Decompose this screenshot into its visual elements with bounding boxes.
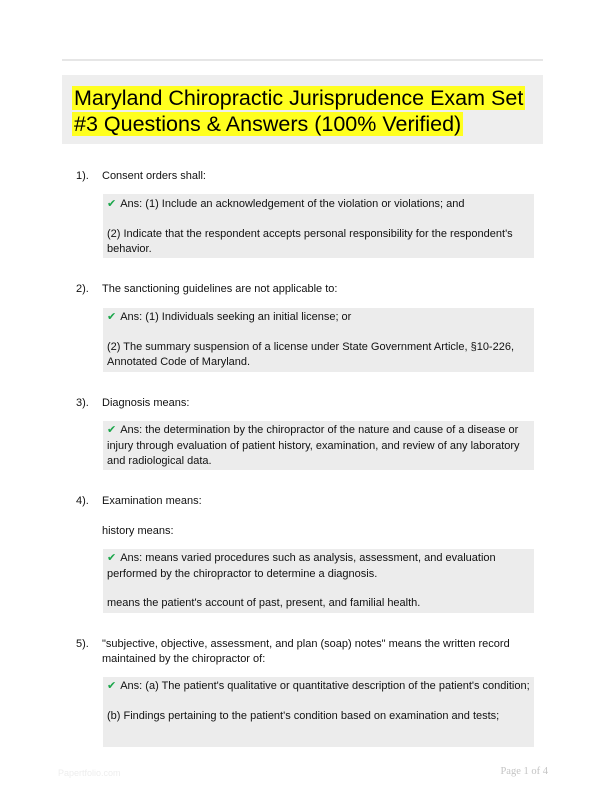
answer-box-2 bbox=[103, 308, 534, 372]
title-line-1: Maryland Chiropractic Jurisprudence Exam Set bbox=[74, 86, 524, 110]
answer-box-5 bbox=[103, 677, 534, 747]
answer-line: Ans: means varied procedures such as analysis, assessment, and evaluation performed by the chiropractor to determine a diagnosis. bbox=[107, 552, 496, 580]
check-icon: ✔ bbox=[107, 198, 117, 210]
answer-line: (b) Findings pertaining to the patient's condition based on examination and tests; bbox=[107, 709, 500, 722]
question-number: 3). bbox=[76, 397, 89, 409]
question-number: 2). bbox=[76, 283, 89, 295]
question-text: Examination means: bbox=[102, 495, 202, 507]
answer-line: means the patient's account of past, present, and familial health. bbox=[107, 597, 421, 609]
question-text: Diagnosis means: bbox=[102, 397, 190, 409]
check-icon: ✔ bbox=[107, 552, 117, 564]
check-icon: ✔ bbox=[107, 424, 117, 436]
answer-line: (2) Indicate that the respondent accepts personal responsibility for the respondent's behavior. bbox=[107, 227, 513, 255]
question-number: 4). bbox=[76, 495, 89, 507]
answer-box-1 bbox=[103, 194, 534, 258]
question-number: 5). bbox=[76, 638, 89, 650]
check-icon: ✔ bbox=[107, 680, 117, 692]
watermark: Papertfolio.com bbox=[58, 768, 121, 778]
answer-line: Ans: (1) Include an acknowledgement of the violation or violations; and bbox=[120, 198, 465, 210]
title-line-2: #3 Questions & Answers (100% Verified) bbox=[74, 112, 462, 136]
answer-line: Ans: (1) Individuals seeking an initial license; or bbox=[120, 311, 352, 323]
page-number: Page 1 of 4 bbox=[500, 766, 548, 777]
question-text: history means: bbox=[102, 525, 174, 537]
answer-line: Ans: the determination by the chiropractor of the nature and cause of a disease or injury through evaluation of patient history, examination, and review of any laboratory and radiological data. bbox=[107, 424, 520, 467]
answer-box-4 bbox=[103, 549, 534, 613]
page-title bbox=[72, 85, 525, 137]
title-box bbox=[62, 75, 543, 144]
question-number: 1). bbox=[76, 170, 89, 182]
question-text: The sanctioning guidelines are not applicable to: bbox=[102, 283, 338, 295]
answer-line: Ans: (a) The patient's qualitative or quantitative description of the patient's condition; bbox=[120, 680, 530, 692]
answer-line: (2) The summary suspension of a license under State Government Article, §10-226, Annotated Code of Maryland. bbox=[107, 340, 515, 368]
top-divider bbox=[62, 59, 543, 61]
question-text: Consent orders shall: bbox=[102, 170, 206, 182]
answer-box-3 bbox=[103, 421, 534, 470]
check-icon: ✔ bbox=[107, 311, 117, 323]
question-text: "subjective, objective, assessment, and plan (soap) notes" means the written record maintained by the chiropractor of: bbox=[102, 638, 510, 665]
